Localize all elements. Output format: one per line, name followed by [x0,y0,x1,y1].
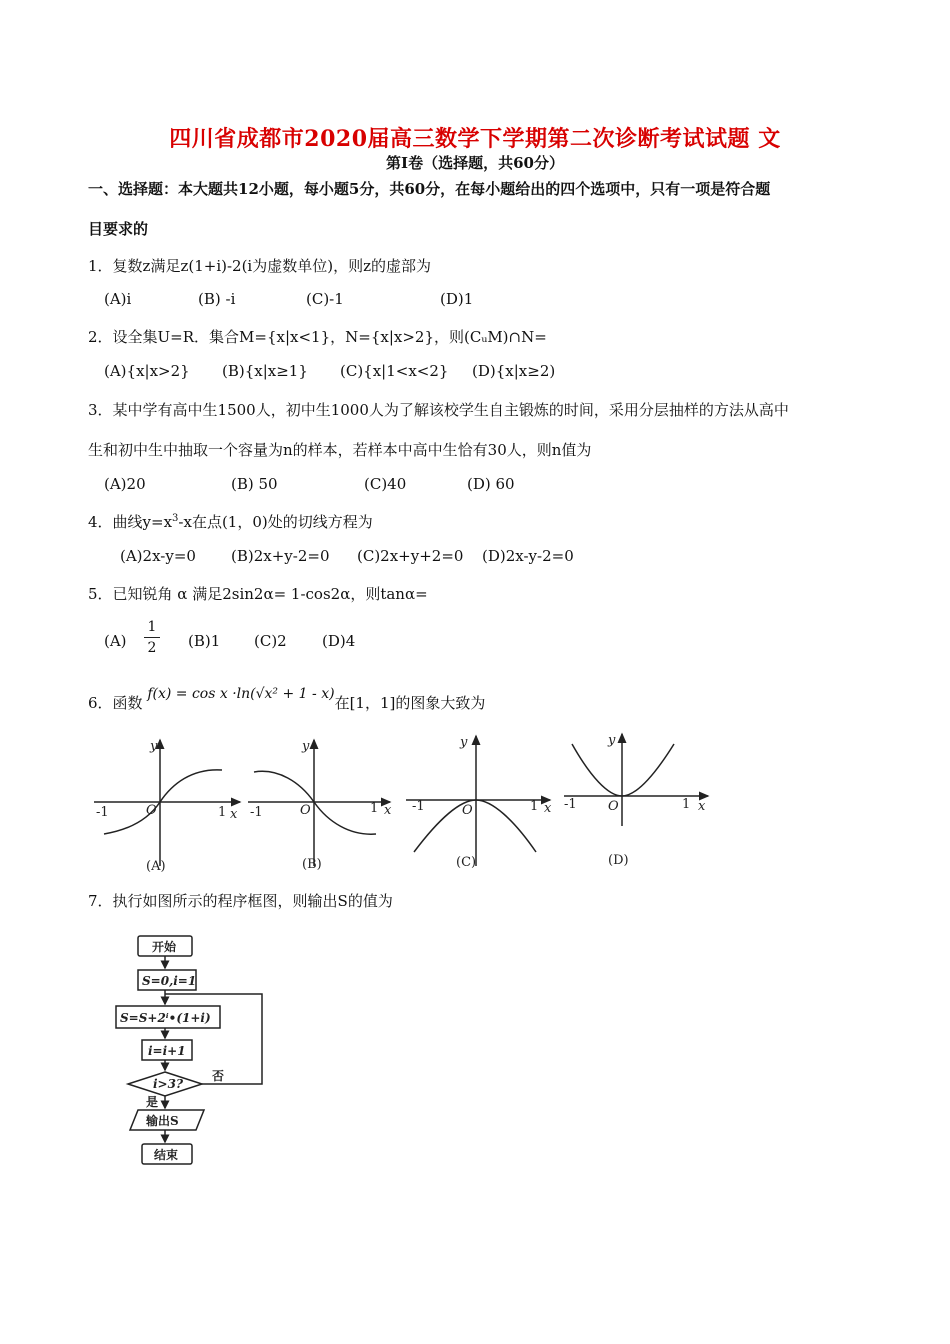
q1-option-b: (B) -i [198,290,236,308]
graph-a [94,740,240,866]
graph-a-y-label: y [150,739,158,754]
graph-b [248,740,390,866]
q5-fraction [144,619,160,656]
graph-b-y-label: y [302,739,310,754]
q4-stem-pre: 4．曲线y=x [88,513,173,531]
graph-a-neg-one: -1 [96,805,109,820]
q4-option-a: (A)2x-y=0 [120,547,196,565]
q2-option-d: (D){x|x≥2) [472,362,556,380]
q2-option-b: (B){x|x≥1} [222,362,308,380]
q6-stem-post: 在[1，1]的图象大致为 [334,694,486,712]
question-3-stem-cont: 生和初中生中抽取一个容量为n的样本，若样本中高中生恰有30人，则n值为 [88,441,592,459]
q1-option-a: (A)i [104,290,132,308]
graph-a-origin: O [146,803,157,818]
flowchart-end-label: 结束 [154,1148,179,1162]
question-3-stem: 3．某中学有高中生1500人，初中生1000人为了解该校学生自主锻炼的时间，采用分层抽样的方法从高中 [88,401,789,419]
q6-graphs-figure [88,730,728,872]
graph-b-one: 1 [370,801,379,816]
question-5-stem: 5．已知锐角 α 满足2sin2α= 1-cos2α，则tanα= [88,585,428,603]
q4-option-b: (B)2x+y-2=0 [231,547,330,565]
q4-stem-post: -x在点(1，0)处的切线方程为 [178,513,373,531]
graph-a-x-label: x [230,807,238,822]
graph-b-caption: (B) [302,857,322,872]
graph-c-x-label: x [544,801,552,816]
graph-d [564,734,708,826]
graph-c-caption: (C) [456,855,477,870]
graph-b-origin: O [300,803,311,818]
graph-d-caption: (D) [608,853,629,868]
graph-d-one: 1 [682,797,691,812]
graph-a-one: 1 [218,805,227,820]
q6-stem-pre: 6．函数 [88,694,143,712]
flowchart-no-label: 否 [212,1069,225,1083]
q2-option-a: (A){x|x>2} [104,362,190,380]
graph-d-x-label: x [698,799,706,814]
q5-option-b: (B)1 [188,632,221,650]
q5-fraction-denominator: 2 [147,640,157,656]
q2-option-c: (C){x|1<x<2} [340,362,449,380]
question-2-stem: 2．设全集U=R．集合M={x|x<1}，N={x|x>2}，则(CᵤM)∩N= [88,328,547,346]
question-7-stem: 7．执行如图所示的程序框图，则输出S的值为 [88,892,393,910]
page-subtitle: 第Ⅰ卷（选择题，共60分） [386,154,564,172]
question-4-stem [88,511,373,532]
flowchart-start-label: 开始 [152,940,177,954]
section-heading: 一、选择题：本大题共12小题，每小题5分，共60分，在每小题给出的四个选项中，只有一项是符合题 [88,180,771,198]
q1-option-c: (C)-1 [306,290,344,308]
graph-c-neg-one: -1 [412,799,425,814]
q5-fraction-numerator: 1 [147,619,157,635]
section-heading-cont: 目要求的 [88,220,149,238]
graph-d-neg-one: -1 [564,797,577,812]
graph-a-caption: (A) [146,859,166,872]
question-6-stem [88,686,486,713]
q3-option-b: (B) 50 [231,475,278,493]
graph-c-origin: O [462,803,473,818]
graph-c [406,736,550,866]
q3-option-a: (A)20 [104,475,146,493]
fraction-bar [144,637,160,638]
q3-option-c: (C)40 [364,475,407,493]
graph-b-curve [254,771,379,834]
q1-option-d: (D)1 [440,290,474,308]
flowchart-cond-label: i>3? [153,1077,183,1091]
graph-b-x-label: x [384,803,392,818]
flowchart-update-s-label: S=S+2ⁱ•(1+i) [120,1011,211,1025]
q6-formula: f(x) = cos x ·ln(√x² + 1 - x) [147,686,335,702]
graph-d-curve [572,744,674,796]
q3-option-d: (D) 60 [467,475,515,493]
q4-option-c: (C)2x+y+2=0 [357,547,464,565]
q5-option-a: (A) [104,632,127,650]
graph-c-y-label: y [460,735,468,750]
page-title: 四川省成都市2020届高三数学下学期第二次诊断考试试题 文 [169,126,781,152]
flowchart-update-i-label: i=i+1 [148,1044,186,1058]
q7-flowchart [100,928,280,1174]
graph-b-neg-one: -1 [250,805,263,820]
flowchart-output-label: 输出S [146,1114,179,1128]
flowchart-yes-label: 是 [146,1095,159,1109]
flowchart-init-label: S=0,i=1 [142,974,197,988]
graph-c-curve [414,799,539,852]
graph-d-origin: O [608,799,619,814]
q4-stem-exponent: 3 [172,513,179,524]
graph-c-one: 1 [530,799,539,814]
q5-option-d: (D)4 [322,632,356,650]
q5-option-c: (C)2 [254,632,287,650]
q4-option-d: (D)2x-y-2=0 [482,547,574,565]
question-1-stem: 1．复数z满足z(1+i)-2(i为虚数单位)，则z的虚部为 [88,257,431,275]
graph-d-y-label: y [608,733,616,748]
